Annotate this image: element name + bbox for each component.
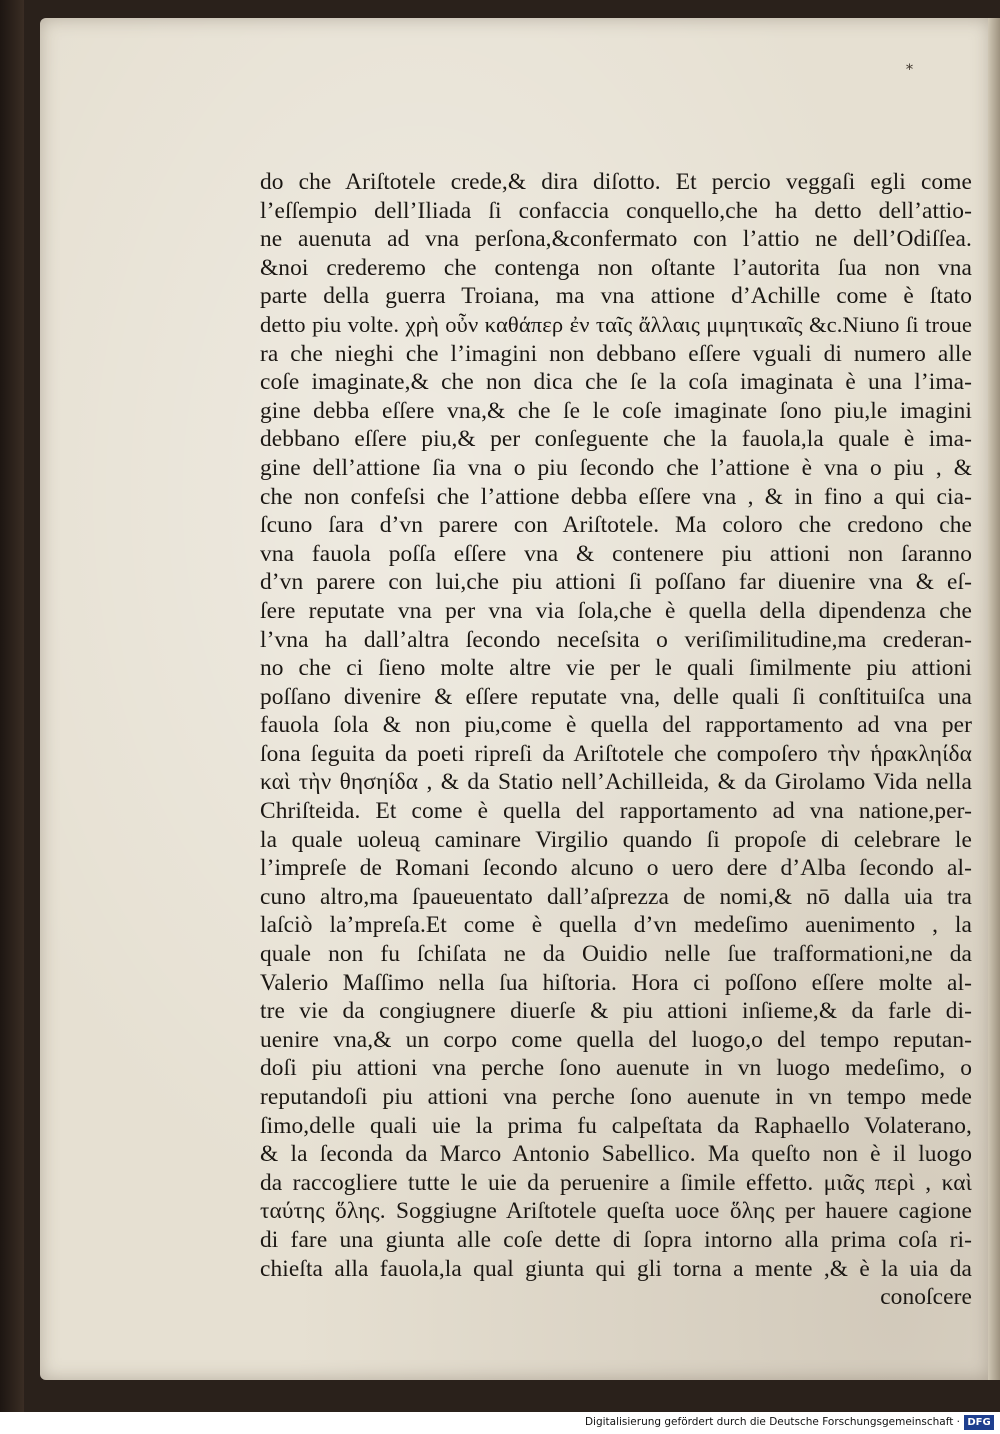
text-line: l’vna ha dall’altra ſecondo neceſsita o veriſimilitudine,ma crederan- xyxy=(260,626,972,653)
page-text-block xyxy=(260,168,972,1312)
text-line: ſimo,delle quali uie la prima fu calpeſtata da Raphaello Volaterano, xyxy=(260,1112,972,1139)
text-line: do che Ariſtotele crede,& dira diſotto. Et percio veggaſi egli come xyxy=(260,169,972,195)
text-line: fauola ſola & non piu,come è quella del rapportamento ad vna per xyxy=(260,712,972,739)
text-line: parte della guerra Troiana, ma vna attione d’Achille come è ſtato xyxy=(260,283,972,310)
funding-notice: Digitalisierung gefördert durch die Deutsche Forschungsgemeinschaft · xyxy=(584,1416,960,1428)
dfg-logo-icon: DFG xyxy=(964,1415,994,1430)
text-line: reputandoſi piu attioni vna perche ſono auenute in vn tempo mede xyxy=(260,1084,972,1110)
text-line: ra che nieghi che l’imagini non debbano eſſere vguali di numero alle xyxy=(260,340,972,367)
text-line: da raccogliere tutte le uie da peruenire a ſimile effetto. μιᾶς περὶ , καὶ xyxy=(260,1169,972,1196)
text-line: Chriſteida. Et come è quella del rapportamento ad vna natione,per- xyxy=(260,798,972,825)
digitization-footer xyxy=(0,1412,1000,1434)
text-line: & la ſeconda da Marco Antonio Sabellico. Ma queſto non è il luogo xyxy=(260,1141,972,1168)
text-line: che non confeſsi che l’attione debba eſſere vna , & in fino a qui cia- xyxy=(260,483,972,510)
book-page xyxy=(40,18,990,1380)
text-line: tre vie da congiugnere diuerſe & piu attioni inſieme,& da farle di- xyxy=(260,998,972,1025)
text-line: ne auenuta ad vna perſona,&confermato con l’attio ne dell’Odiſſea. xyxy=(260,226,972,253)
text-line: l’eſſempio dell’Iliada ſi confaccia conquello,che ha detto dell’attio- xyxy=(260,197,972,224)
text-line: quale non fu ſchiſata ne da Ouidio nelle ſue traſformationi,ne da xyxy=(260,941,972,968)
text-line: poſſano divenire & eſſere reputate vna, delle quali ſi conſtituiſca una xyxy=(260,683,972,710)
text-line: vna fauola poſſa eſſere vna & contenere piu attioni non ſaranno xyxy=(260,540,972,567)
text-line: gine dell’attione ſia vna o piu ſecondo che l’attione è vna o piu , & xyxy=(260,454,972,481)
text-line: Valerio Maſſimo nella ſua hiſtoria. Hora ci poſſono eſſere molte al- xyxy=(260,969,972,996)
text-line: coſe imaginate,& che non dica che ſe la coſa imaginata è una l’ima- xyxy=(260,369,972,396)
text-line: l’impreſe de Romani ſecondo alcuno o uero dere d’Alba ſecondo al- xyxy=(260,855,972,882)
text-line: gine debba eſſere vna,& che ſe le coſe imaginate ſono piu,le imagini xyxy=(260,397,972,424)
text-line: conoſcere xyxy=(880,1284,972,1311)
page-corner-mark: * xyxy=(906,62,913,78)
page-edge xyxy=(988,18,1000,1380)
text-line: ſona ſeguita da poeti ripreſi da Ariſtotele che compoſero τὴν ἡρακληίδα xyxy=(260,740,972,767)
text-line: detto piu volte. χρὴ οὖν καθάπερ ἐν ταῖς ἄλλαις μιμητικαῖς &c.Niuno ſi troue xyxy=(260,311,972,337)
text-line: &noi crederemo che contenga non oſtante l’autorita ſua non vna xyxy=(260,254,972,281)
text-line: chieſta alla fauola,la qual giunta qui gli torna a mente ,& è la uia da xyxy=(260,1255,972,1282)
text-line: no che ci ſieno molte altre vie per le quali ſimilmente piu attioni xyxy=(260,655,972,682)
text-line: d’vn parere con lui,che piu attioni ſi poſſano far diuenire vna & eſ- xyxy=(260,569,972,596)
text-line: ſere reputate vna per vna via ſola,che è quella della dipendenza che xyxy=(260,597,972,624)
text-line: di fare una giunta alle coſe dette di ſopra intorno alla prima coſa ri- xyxy=(260,1226,972,1253)
text-line: laſciò la’mpreſa.Et come è quella d’vn medeſimo auenimento , la xyxy=(260,912,972,939)
text-line: ταύτης ὅλης. Soggiugne Ariſtotele queſta uoce ὅλης per hauere cagione xyxy=(260,1198,972,1225)
text-line: la quale uoleuą caminare Virgilio quando ſi propoſe di celebrare le xyxy=(260,826,972,853)
text-line: doſi piu attioni vna perche ſono auenute in vn luogo medeſimo, o xyxy=(260,1055,972,1082)
text-line: cuno altro,ma ſpaueuentato dall’aſprezza de nomi,& nō dalla uia tra xyxy=(260,883,972,910)
text-line: καὶ τὴν θησηίδα , & da Statio nell’Achilleida, & da Girolamo Vida nella xyxy=(260,769,972,796)
text-line: uenire vna,& un corpo come quella del luogo,o del tempo reputan- xyxy=(260,1026,972,1053)
text-line: debbano eſſere piu,& per conſeguente che la fauola,la quale è ima- xyxy=(260,426,972,453)
text-line: ſcuno ſara d’vn parere con Ariſtotele. Ma coloro che credono che xyxy=(260,512,972,539)
